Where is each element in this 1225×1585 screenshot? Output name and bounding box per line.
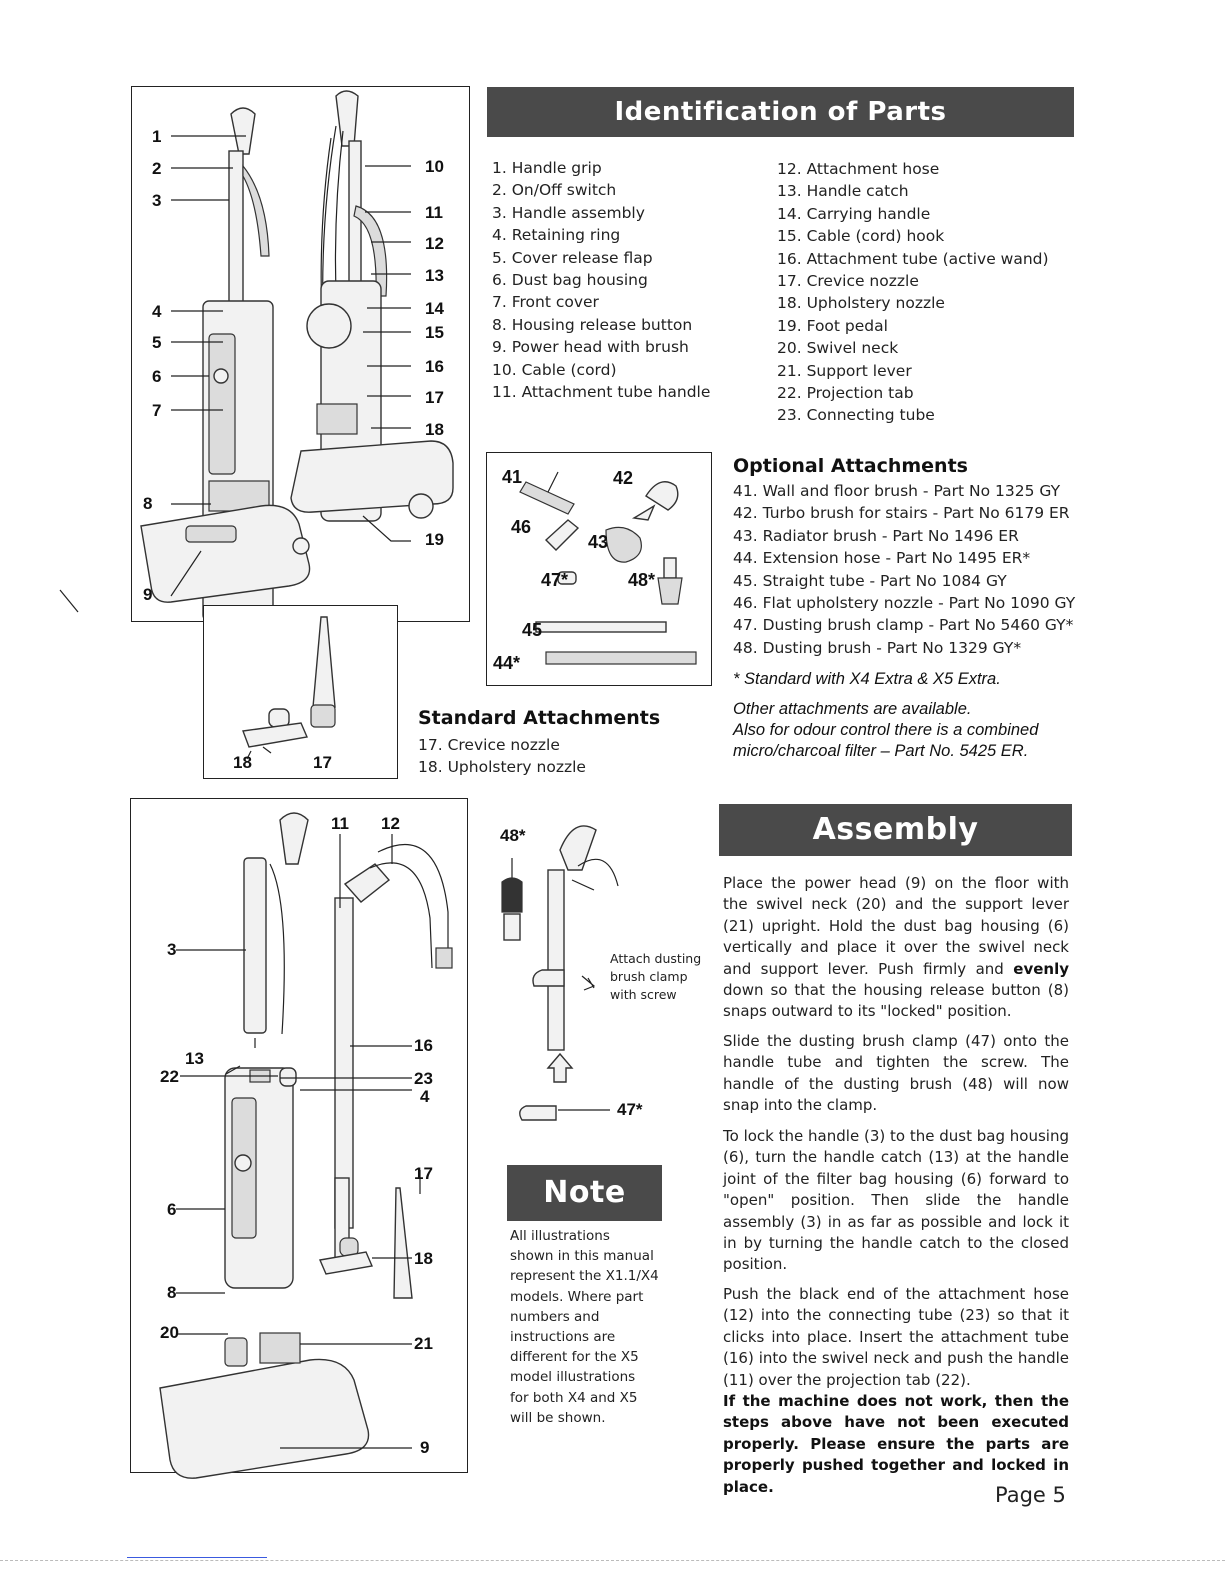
- part-item: 18. Upholstery nozzle: [777, 294, 945, 313]
- other-attachments-line1: Other attachments are available.: [733, 700, 972, 718]
- callout-f2-18: 18: [414, 1249, 433, 1268]
- callout-11: 11: [425, 203, 443, 222]
- callout-f2-9: 9: [420, 1438, 430, 1457]
- assembly-paragraph-3: To lock the handle (3) to the dust bag housing (6), turn the handle catch (13) at the handle joint of the filter bag housing (6) forward to "open" position. Then slide the handle assembly (3) in as far as possible and lock it in by turning the handle catch to the closed position.: [723, 1127, 1069, 1274]
- scan-bottom-rule: [0, 1560, 1225, 1561]
- callout-inset-18: 18: [233, 753, 252, 772]
- optional-item: 44. Extension hose - Part No 1495 ER*: [733, 549, 1031, 568]
- note-line: different for the X5: [510, 1349, 639, 1366]
- clamp-caption-line2: brush clamp: [610, 969, 688, 984]
- callout-12: 12: [425, 234, 444, 253]
- callout-f2-11: 11: [331, 814, 349, 833]
- optional-item: 42. Turbo brush for stairs - Part No 6179 ER: [733, 504, 1070, 523]
- callout-16: 16: [425, 357, 444, 376]
- callout-17: 17: [425, 388, 444, 407]
- callout-f2-4: 4: [420, 1087, 430, 1106]
- part-item: 21. Support lever: [777, 361, 912, 380]
- optional-item: 43. Radiator brush - Part No 1496 ER: [733, 526, 1019, 545]
- callout-f2-17: 17: [414, 1164, 433, 1183]
- callout-48: 48*: [628, 570, 656, 590]
- note-line: shown in this manual: [510, 1248, 654, 1265]
- note-line: for both X4 and X5: [510, 1389, 638, 1406]
- optional-footnote: * Standard with X4 Extra & X5 Extra.: [733, 670, 1001, 688]
- page-number: Page 5: [995, 1483, 1066, 1507]
- part-item: 20. Swivel neck: [777, 339, 899, 358]
- identification-title: Identification of Parts: [614, 97, 947, 127]
- clamp-caption-line3: with screw: [610, 987, 677, 1002]
- callout-14: 14: [425, 299, 444, 318]
- callout-f2-20: 20: [160, 1323, 179, 1342]
- callout-43: 43: [588, 532, 609, 552]
- callout-4: 4: [152, 302, 162, 321]
- optional-attachments-list: [733, 480, 1075, 659]
- callout-42: 42: [613, 468, 634, 488]
- callout-f2-8: 8: [167, 1283, 177, 1302]
- optional-item: 48. Dusting brush - Part No 1329 GY*: [733, 638, 1022, 657]
- part-item: 17. Crevice nozzle: [777, 272, 919, 291]
- parts-list-right: [777, 158, 1049, 427]
- assembly-paragraph-4: Push the black end of the attachment hose (12) into the connecting tube (23) so that it clicks into place. Insert the attachment tube (16) into the swivel neck and push the handle (11) over the projection tab (22).: [723, 1285, 1069, 1389]
- nozzles-illustration: [203, 605, 396, 777]
- note-line: will be shown.: [510, 1409, 606, 1426]
- standard-item: 18. Upholstery nozzle: [418, 758, 586, 777]
- callout-f2-6: 6: [167, 1200, 177, 1219]
- clamp-caption-line1: Attach dusting: [610, 951, 702, 966]
- callout-f2-21: 21: [414, 1334, 433, 1353]
- part-item: 9. Power head with brush: [492, 338, 689, 357]
- part-item: 23. Connecting tube: [777, 406, 935, 425]
- callout-3: 3: [152, 191, 162, 210]
- part-item: 6. Dust bag housing: [492, 271, 648, 290]
- assembly-banner: [719, 804, 1072, 856]
- note-line: All illustrations: [510, 1228, 610, 1244]
- callout-f2-12: 12: [381, 814, 400, 833]
- callout-47: 47*: [541, 570, 569, 590]
- scan-margin-line: [127, 1557, 267, 1558]
- assembly-paragraph-1: Place the power head (9) on the floor with the swivel neck (20) and the support lever (21) upright. Hold the dust bag housing (6) vertically and place it over the swivel neck and support lever. Push firmly and evenly down so that the housing release button (8) snaps outward to its "locked" position.: [723, 874, 1069, 1021]
- part-item: 14. Carrying handle: [777, 204, 931, 223]
- part-item: 19. Foot pedal: [777, 316, 888, 335]
- callout-f2-3: 3: [167, 940, 177, 959]
- callout-41: 41: [502, 467, 523, 487]
- callout-f2-23: 23: [414, 1069, 433, 1088]
- note-text: [510, 1226, 659, 1428]
- callout-46: 46: [511, 517, 532, 537]
- part-item: 8. Housing release button: [492, 315, 693, 334]
- callout-45: 45: [522, 620, 543, 640]
- callout-18: 18: [425, 420, 444, 439]
- part-item: 22. Projection tab: [777, 384, 914, 403]
- callout-44: 44*: [493, 653, 521, 673]
- note-banner: [507, 1165, 662, 1221]
- callout-1: 1: [152, 127, 162, 146]
- callout-5: 5: [152, 333, 162, 352]
- callout-f2-16: 16: [414, 1036, 433, 1055]
- part-item: 5. Cover release flap: [492, 248, 653, 267]
- assembly-exploded-illustration: [130, 798, 466, 1471]
- other-attachments-line2: Also for odour control there is a combined: [733, 721, 1039, 739]
- callout-2: 2: [152, 159, 162, 178]
- scan-mark: [60, 590, 80, 614]
- callout-9: 9: [143, 585, 153, 604]
- callout-inset-17: 17: [313, 753, 332, 772]
- standard-attachments-title: Standard Attachments: [418, 707, 661, 729]
- callout-7: 7: [152, 401, 162, 420]
- callout-f2-13: 13: [185, 1049, 204, 1068]
- part-item: 1. Handle grip: [492, 159, 602, 177]
- callout-f3-47: 47*: [617, 1100, 643, 1119]
- identification-banner: [487, 87, 1074, 137]
- assembly-title: Assembly: [812, 812, 979, 847]
- callout-15: 15: [425, 323, 444, 342]
- callout-8: 8: [143, 494, 153, 513]
- note-line: instructions are: [510, 1329, 616, 1346]
- callout-6: 6: [152, 367, 162, 386]
- callout-f3-48: 48*: [500, 826, 526, 845]
- note-line: models. Where part: [510, 1288, 644, 1305]
- vacuum-illustration-front-side: [131, 86, 468, 620]
- optional-item: 45. Straight tube - Part No 1084 GY: [733, 571, 1007, 590]
- other-attachments-line3: micro/charcoal filter – Part No. 5425 ER.: [733, 742, 1029, 760]
- optional-item: 41. Wall and floor brush - Part No 1325 GY: [733, 482, 1061, 500]
- optional-item: 47. Dusting brush clamp - Part No 5460 GY*: [733, 616, 1074, 635]
- assembly-warning: If the machine does not work, then the steps above have not been executed properly. Please ensure the parts are properly pushed together and locked in place.: [723, 1392, 1069, 1496]
- part-item: 10. Cable (cord): [492, 360, 617, 379]
- part-item: 16. Attachment tube (active wand): [777, 249, 1049, 268]
- part-item: 2. On/Off switch: [492, 181, 617, 200]
- part-item: 3. Handle assembly: [492, 203, 645, 222]
- standard-item: 17. Crevice nozzle: [418, 736, 560, 754]
- optional-item: 46. Flat upholstery nozzle - Part No 1090 GY: [733, 594, 1076, 613]
- part-item: 7. Front cover: [492, 293, 599, 312]
- callout-10: 10: [425, 157, 444, 176]
- part-item: 4. Retaining ring: [492, 226, 621, 245]
- note-line: model illustrations: [510, 1369, 636, 1386]
- note-title: Note: [543, 1175, 626, 1210]
- parts-list-left: [492, 157, 710, 403]
- part-item: 11. Attachment tube handle: [492, 383, 711, 402]
- part-item: 12. Attachment hose: [777, 160, 940, 178]
- callout-19: 19: [425, 530, 444, 549]
- part-item: 13. Handle catch: [777, 182, 909, 201]
- callout-f2-22: 22: [160, 1067, 179, 1086]
- assembly-paragraph-2: Slide the dusting brush clamp (47) onto the handle tube and tighten the screw. The handle of the dusting brush (48) will now snap into the clamp.: [723, 1032, 1069, 1115]
- optional-attachments-title: Optional Attachments: [733, 455, 968, 477]
- standard-attachments-list: [418, 734, 586, 779]
- part-item: 15. Cable (cord) hook: [777, 227, 945, 246]
- note-line: numbers and: [510, 1308, 600, 1325]
- note-line: represent the X1.1/X4: [510, 1268, 659, 1285]
- callout-13: 13: [425, 266, 444, 285]
